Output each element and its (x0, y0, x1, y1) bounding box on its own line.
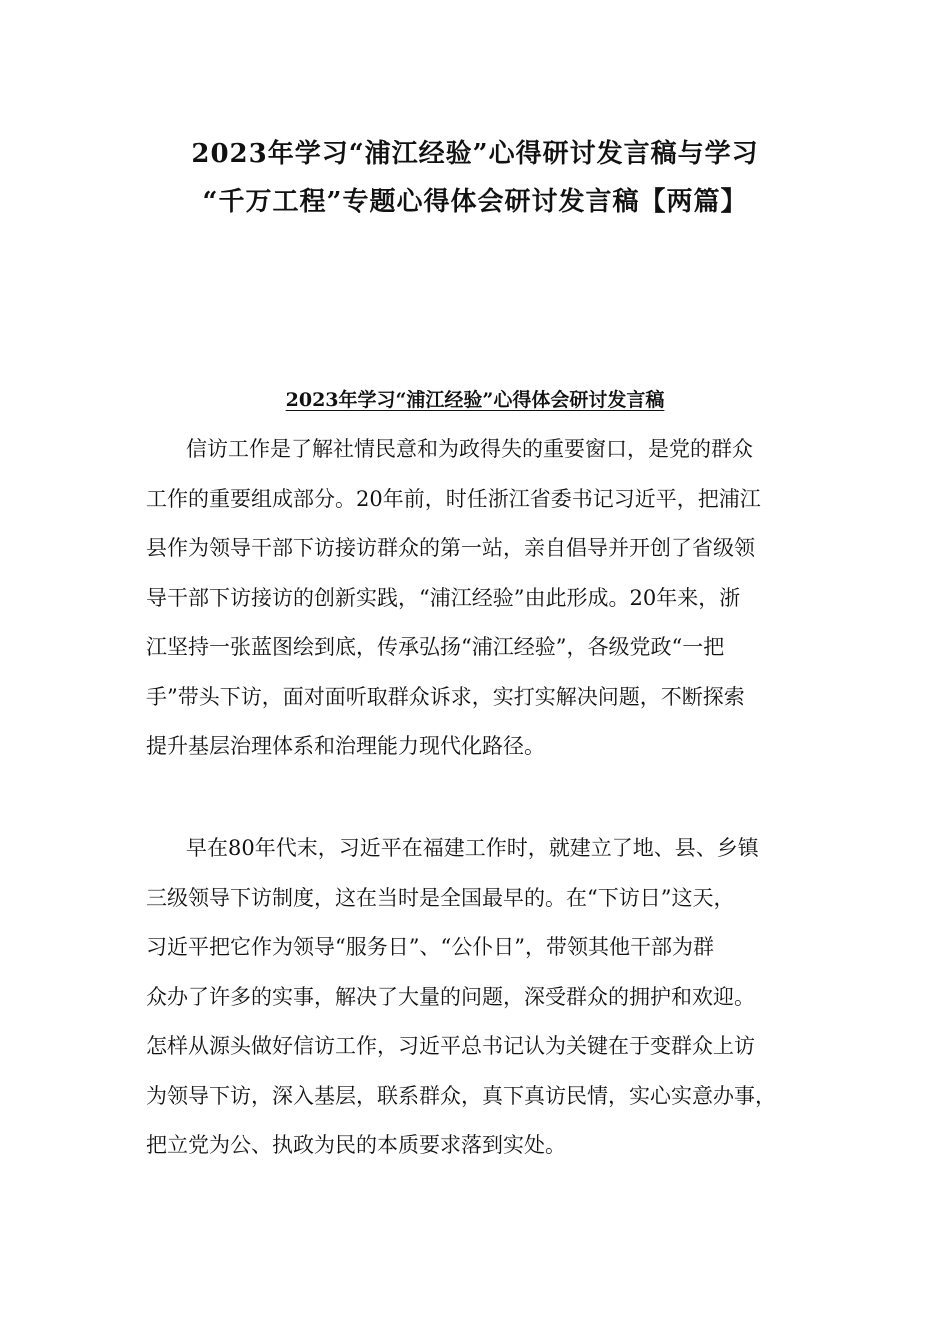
paragraph-line: 把立党为公、执政为民的本质要求落到实处。 (146, 1133, 566, 1157)
paragraph-line: 怎样从源头做好信访工作，习近平总书记认为关键在于变群众上访 (146, 1034, 755, 1058)
document-title (120, 130, 830, 226)
paragraph-line: 工作的重要组成部分。20年前，时任浙江省委书记习近平，把浦江 (146, 486, 761, 511)
document-title-line: “千万工程”专题心得体会研讨发言稿【两篇】 (202, 187, 748, 217)
paragraph-line: 信访工作是了解社情民意和为政得失的重要窗口，是党的群众 (186, 437, 753, 461)
paragraph-line: 早在80年代末，习近平在福建工作时，就建立了地、县、乡镇 (186, 836, 759, 860)
paragraph-line: 江坚持一张蓝图绘到底，传承弘扬“浦江经验”，各级党政“一把 (146, 635, 725, 659)
paragraph (146, 425, 836, 772)
paragraph-line: 众办了许多的实事，解决了大量的问题，深受群众的拥护和欢迎。 (146, 984, 755, 1009)
paragraph-line: 导干部下访接访的创新实践，“浦江经验”由此形成。20年来，浙 (146, 585, 741, 610)
paragraph-line: 手”带头下访，面对面听取群众诉求，实打实解决问题，不断探索 (146, 684, 745, 709)
paragraph-line: 三级领导下访制度，这在当时是全国最早的。在“下访日”这天， (146, 885, 735, 910)
paragraph-line: 为领导下访，深入基层，联系群众，真下真访民情，实心实意办事， (146, 1083, 776, 1108)
paragraph-line: 习近平把它作为领导“服务日”、“公仆日”，带领其他干部为群 (146, 935, 714, 959)
section-title-text: 2023年学习“浦江经验”心得体会研讨发言稿 (285, 389, 665, 411)
section-title (120, 385, 830, 415)
document-title-line: 2023年学习“浦江经验”心得研讨发言稿与学习 (191, 139, 759, 169)
paragraph-line: 提升基层治理体系和治理能力现代化路径。 (146, 734, 545, 758)
paragraph (146, 824, 836, 1171)
paragraph-line: 县作为领导干部下访接访群众的第一站，亲自倡导并开创了省级领 (146, 536, 755, 560)
